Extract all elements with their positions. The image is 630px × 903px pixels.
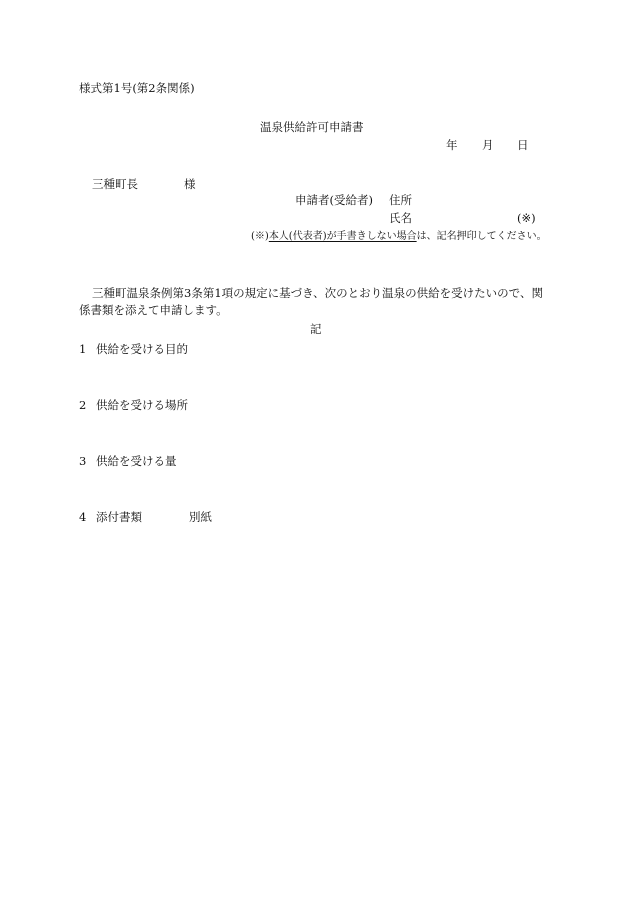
- body-line-1: 三種町温泉条例第3条第1項の規定に基づき、次のとおり温泉の供給を受けたいので、関: [92, 286, 543, 300]
- address-label: 住所: [389, 193, 412, 207]
- body-line-2: 係書類を添えて申請します。: [79, 303, 228, 317]
- ki-heading: 記: [310, 322, 322, 336]
- form-number: 様式第1号(第2条関係): [79, 81, 195, 95]
- item-number: 4: [79, 510, 87, 524]
- recipient-honorific: 様: [184, 177, 196, 191]
- item-label: 添付書類: [96, 510, 142, 524]
- name-label: 氏名: [389, 211, 412, 225]
- item-number: 3: [79, 454, 87, 468]
- recipient-name: 三種町長: [92, 177, 138, 191]
- date-day-label: 日: [517, 138, 529, 152]
- date-month-label: 月: [482, 138, 494, 152]
- seal-mark: (※): [517, 211, 536, 225]
- note-underlined: 本人(代表者)が手書きしない場合: [268, 231, 417, 242]
- handwriting-note: [251, 231, 547, 243]
- item-label: 供給を受ける場所: [96, 398, 188, 412]
- note-suffix: は、記名押印してください。: [416, 231, 547, 242]
- note-prefix: (※): [251, 231, 269, 242]
- document-title: 温泉供給許可申請書: [260, 120, 364, 134]
- item-label: 供給を受ける量: [96, 454, 177, 468]
- applicant-label: 申請者(受給者): [295, 193, 373, 207]
- item-label: 供給を受ける目的: [96, 342, 188, 356]
- item-number: 1: [79, 342, 87, 356]
- item-value: 別紙: [189, 510, 212, 524]
- date-year-label: 年: [446, 138, 458, 152]
- item-number: 2: [79, 398, 87, 412]
